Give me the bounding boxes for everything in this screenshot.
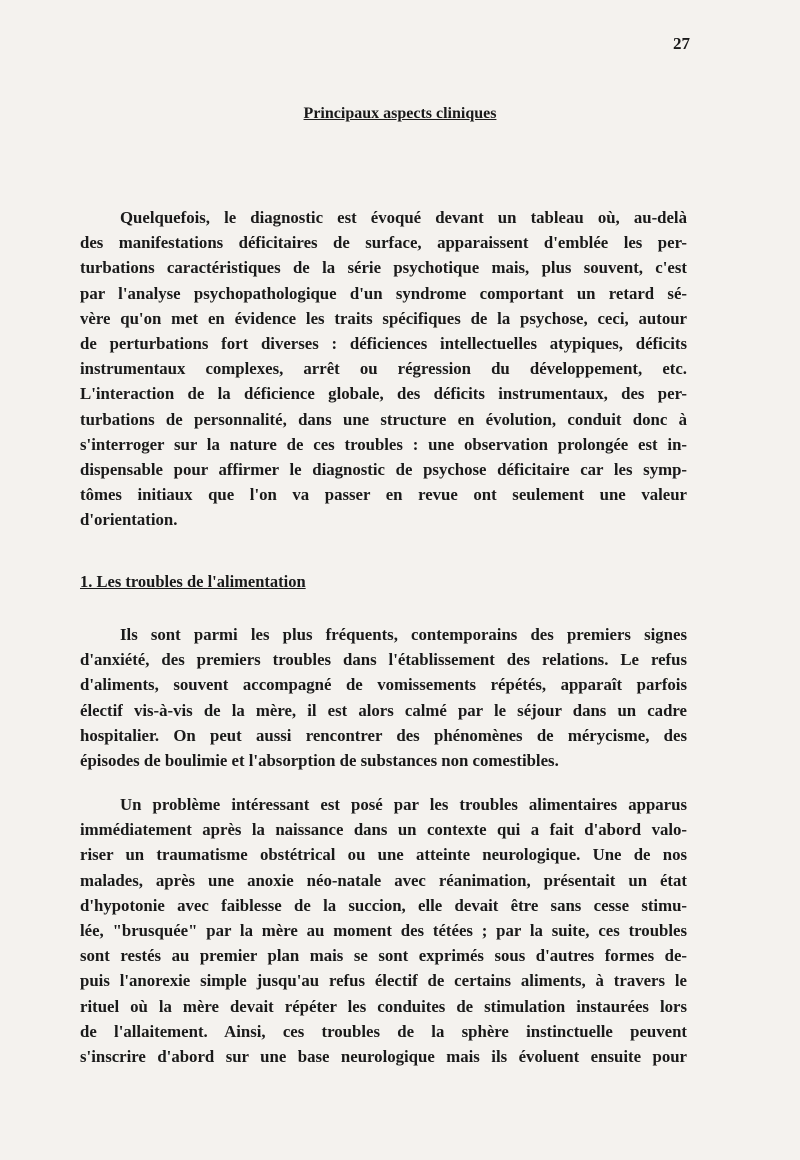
text-line: Ils sont parmi les plus fréquents, contemporains des premiers signes — [120, 625, 687, 644]
text-line: sont restés au premier plan mais se sont exprimés sous d'autres formes de- — [80, 946, 687, 966]
page-number: 27 — [673, 34, 690, 53]
text-line: immédiatement après la naissance dans un contexte qui a fait d'abord valo- — [80, 820, 687, 840]
text-line: électif vis-à-vis de la mère, il est alors calmé par le séjour dans un cadre — [80, 700, 687, 720]
text-line: Quelquefois, le diagnostic est évoqué devant un tableau où, au-delà — [120, 208, 687, 227]
text-line: d'orientation. — [80, 510, 178, 530]
text-line: d'anxiété, des premiers troubles dans l'établissement des relations. Le refus — [80, 650, 687, 670]
section-title: Principaux aspects cliniques — [303, 105, 497, 122]
text-line: par l'analyse psychopathologique d'un syndrome comportant un retard sé- — [80, 283, 687, 303]
text-line: des manifestations déficitaires de surface, apparaissent d'emblée les per- — [80, 233, 687, 253]
paragraph-3 — [80, 792, 687, 1069]
text-line: turbations caractéristiques de la série psychotique mais, plus souvent, c'est — [80, 258, 687, 278]
text-line: dispensable pour affirmer le diagnostic de psychose déficitaire car les symp- — [80, 459, 687, 479]
text-line: turbations de personnalité, dans une structure en évolution, conduit donc à — [80, 409, 687, 429]
paragraph-1 — [80, 205, 687, 532]
text-line: épisodes de boulimie et l'absorption de substances non comestibles. — [80, 750, 559, 770]
text-line: riser un traumatisme obstétrical ou une atteinte neurologique. Une de nos — [80, 845, 687, 865]
text-line: tômes initiaux que l'on va passer en revue ont seulement une valeur — [80, 485, 687, 505]
text-line: malades, après une anoxie néo-natale avec réanimation, présentait un état — [80, 870, 687, 890]
text-line: vère qu'on met en évidence les traits spécifiques de la psychose, ceci, autour — [80, 308, 687, 328]
text-line: Un problème intéressant est posé par les troubles alimentaires apparus — [120, 795, 687, 814]
text-line: s'inscrire d'abord sur une base neurologique mais ils évoluent ensuite pour — [80, 1046, 687, 1066]
paragraph-2 — [80, 622, 687, 773]
text-line: L'interaction de la déficience globale, des déficits instrumentaux, des per- — [80, 384, 687, 404]
text-line: puis l'anorexie simple jusqu'au refus électif de certains aliments, à travers le — [80, 971, 687, 991]
text-line: d'hypotonie avec faiblesse de la succion, elle devait être sans cesse stimu- — [80, 895, 687, 915]
text-line: lée, "brusquée" par la mère au moment des tétées ; par la suite, ces troubles — [80, 920, 687, 940]
text-line: rituel où la mère devait répéter les conduites de stimulation instaurées lors — [80, 996, 687, 1016]
text-line: de l'allaitement. Ainsi, ces troubles de la sphère instinctuelle peuvent — [80, 1021, 687, 1041]
text-line: de perturbations fort diverses : déficiences intellectuelles atypiques, déficits — [80, 333, 687, 353]
text-line: instrumentaux complexes, arrêt ou régression du développement, etc. — [80, 359, 687, 379]
text-line: d'aliments, souvent accompagné de vomissements répétés, apparaît parfois — [80, 675, 687, 695]
text-line: hospitalier. On peut aussi rencontrer des phénomènes de mérycisme, des — [80, 725, 687, 745]
subsection-title: 1. Les troubles de l'alimentation — [80, 572, 306, 591]
text-line: s'interroger sur la nature de ces troubles : une observation prolongée est in- — [80, 434, 687, 454]
